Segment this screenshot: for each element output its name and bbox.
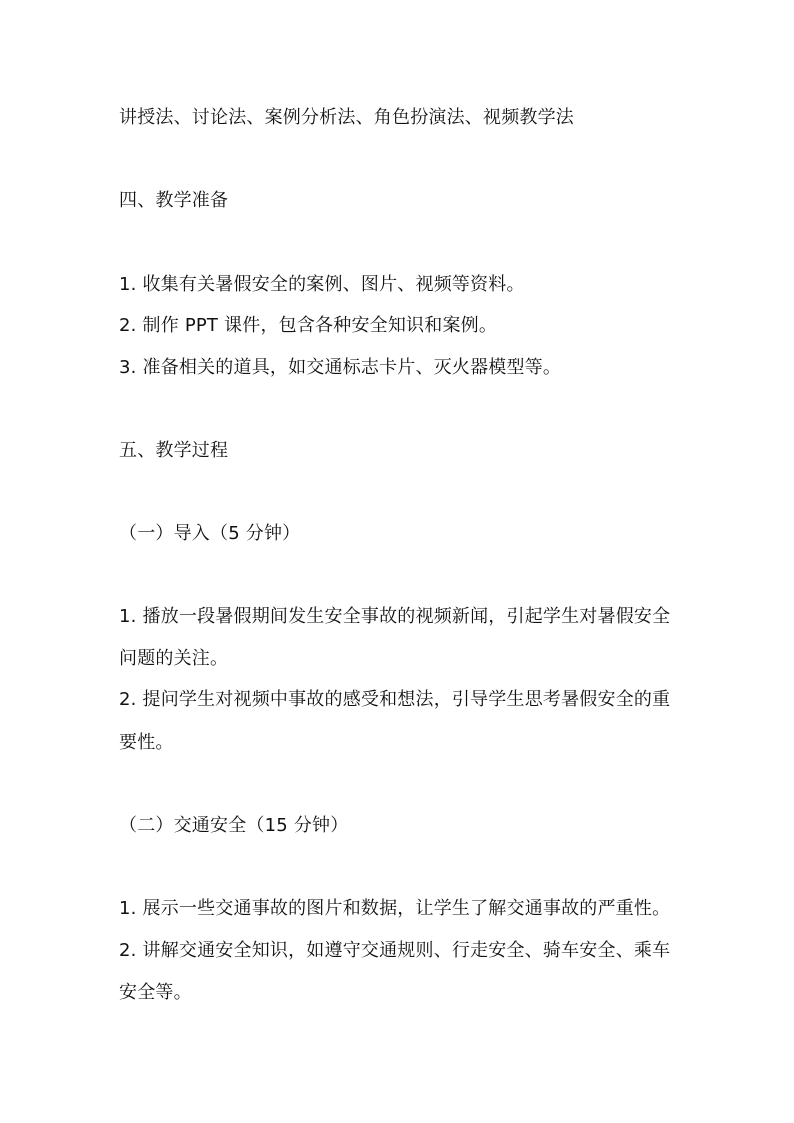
section-four-heading: 四、教学准备 (119, 190, 229, 211)
intro-item-2-line-2: 要性。 (119, 732, 174, 753)
intro-item-2-line-1: 2. 提问学生对视频中事故的感受和想法，引导学生思考暑假安全的重 (119, 689, 671, 710)
traffic-item-1-line-1: 1. 展示一些交通事故的图片和数据，让学生了解交通事故的严重性。 (119, 898, 671, 919)
teaching-methods-line: 讲授法、讨论法、案例分析法、角色扮演法、视频教学法 (119, 107, 574, 128)
intro-item-1-line-1: 1. 播放一段暑假期间发生安全事故的视频新闻，引起学生对暑假安全 (119, 606, 671, 627)
part-one-heading: （一）导入（5 分钟） (119, 523, 301, 544)
prep-item-2: 2. 制作 PPT 课件，包含各种安全知识和案例。 (119, 315, 498, 336)
intro-item-1-line-2: 问题的关注。 (119, 648, 229, 669)
traffic-item-2-line-1: 2. 讲解交通安全知识，如遵守交通规则、行走安全、骑车安全、乘车 (119, 940, 671, 961)
prep-item-1: 1. 收集有关暑假安全的案例、图片、视频等资料。 (119, 274, 525, 295)
traffic-item-2-line-2: 安全等。 (119, 982, 192, 1003)
section-five-heading: 五、教学过程 (119, 440, 229, 461)
prep-item-3: 3. 准备相关的道具，如交通标志卡片、灭火器模型等。 (119, 357, 562, 378)
part-two-heading: （二）交通安全（15 分钟） (119, 815, 349, 836)
